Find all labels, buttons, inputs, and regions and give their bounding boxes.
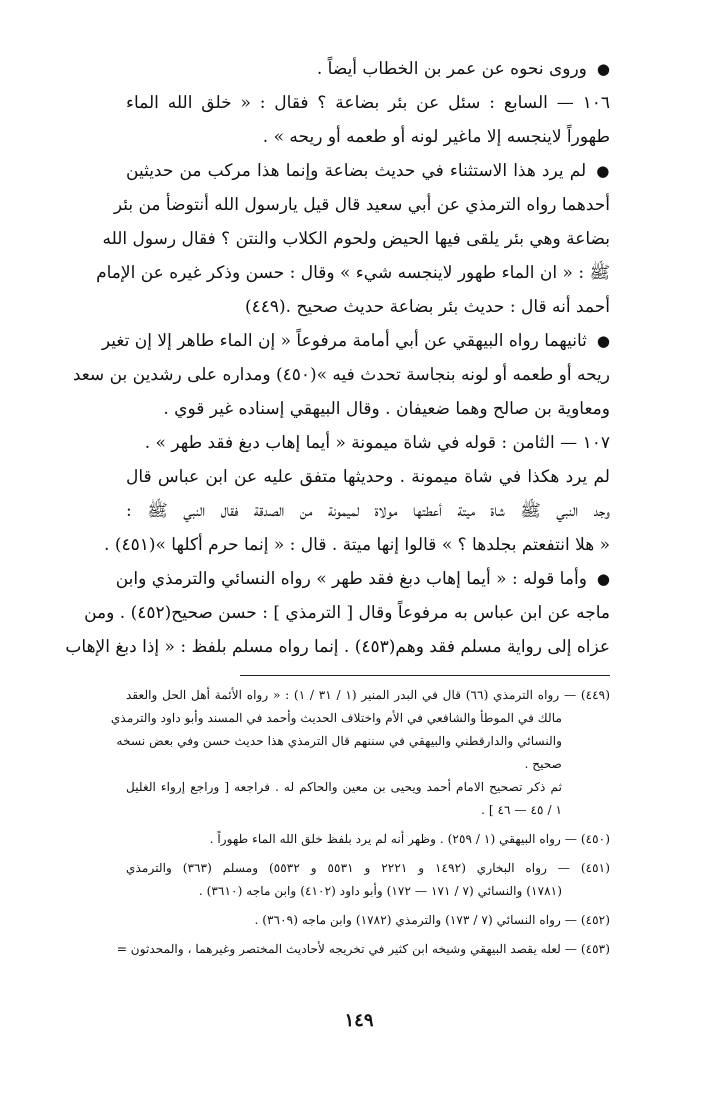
main-text: [65, 52, 611, 664]
footnote-line: ١ / ٤٥ — ٤٦ ] .: [481, 803, 562, 817]
text-line: ماجه عن ابن عباس به مرفوعاً وقال [ الترمذي ] : حسن صحيح(٤٥٢) . ومن: [84, 603, 610, 623]
footnote-line: (٤٥٠) — رواه البيهقي (١ / ٢٥٩) . وظهر أنه لم يرد بلفظ خلق الله الماء طهوراً .: [209, 832, 610, 846]
text-line: ١٠٧ — الثامن : قوله في شاة ميمونة « أيما إهاب دبغ فقد طهر » .: [144, 433, 610, 453]
text-line: عزاه إلى رواية مسلم فقد وهم(٤٥٣) . إنما رواه مسلم بلفظ : « إذا دبغ الإهاب: [65, 637, 610, 657]
text-line: ●وأما قوله : « أيما إهاب دبغ فقد طهر » رواه النسائي والترمذي وابن: [115, 569, 610, 589]
page-number: ١٤٩: [344, 1010, 374, 1031]
footnote-line: (٤٤٩) — رواه الترمذي (٦٦) قال في البدر المنير (١ / ٣١ / ١) : « رواه الأئمة أهل الحل والعقد: [126, 688, 610, 702]
footnote-line: مالك في الموطأ والشافعي في الأم واختلاف الحديث وأحمد في المسند وأبو داود والترمذي: [110, 711, 562, 725]
footnote-line: صحيح .: [524, 757, 562, 771]
footnote-divider: [240, 675, 610, 676]
footnote-line: والنسائي والدارقطني والبيهقي في سننهم قال الترمذي هذا حديث حسن وفي بعض نسخه: [116, 734, 562, 748]
bullet-icon: ●: [596, 570, 610, 588]
text-line: لم يرد هكذا في شاة ميمونة . وحديثها متفق عليه عن ابن عباس قال: [126, 467, 610, 487]
footnote-line: (١٧٨١) والنسائي (٧ / ١٧١ — ١٧٢) وأبو داود (٤١٠٢) وابن ماجه (٣٦١٠) .: [198, 884, 562, 898]
text-line: طهوراً لاينجسه إلا ماغير لونه أو طعمه أو ريحه » .: [262, 127, 610, 147]
bullet-icon: ●: [596, 60, 610, 78]
footnotes: [110, 684, 610, 961]
text-line: ريحه أو طعمه أو لونه بنجاسة تحدث فيه »(٤٥٠) ومداره على رشدين بن سعد: [72, 365, 610, 385]
footnote-line: (٤٥٣) — لعله يقصد البيهقي وشيخه ابن كثير في تخريجه لأحاديث المختصر وغيرهما ، والمحدثون =: [116, 942, 610, 956]
footnote-line: (٤٥٢) — رواه النسائي (٧ / ١٧٣) والترمذي (١٧٨٢) وابن ماجه (٣٦٠٩) .: [254, 913, 610, 927]
text-line: أحدهما رواه الترمذي عن أبي سعيد قال قيل يارسول الله أنتوضأ من بئر: [113, 195, 610, 215]
text-line: ومعاوية بن صالح وهما ضعيفان . وقال البيهقي إسناده غير قوي .: [163, 399, 610, 419]
footnote-line: ثم ذكر تصحيح الامام أحمد ويحيى بن معين والحاكم له . فراجعه [ وراجع إرواء الغليل: [126, 780, 562, 794]
footnote-line: (٤٥١) — رواه البخاري (١٤٩٢ و ٢٢٢١ و ٥٥٣١ و ٥٥٣٢) ومسلم (٣٦٣) والترمذي: [126, 861, 610, 875]
text-line: أحمد أنه قال : حديث بئر بضاعة حديث صحيح .(٤٤٩): [244, 297, 610, 317]
text-line: ﷺ : « ان الماء طهور لاينجسه شيء » وقال : حسن وذكر غيره عن الإمام: [96, 263, 610, 283]
text-line: وجد النبي ﷺ شاة ميتة أعطتها مولاة لميمونة من الصدقة فقال النبي ﷺ :: [126, 501, 610, 521]
bullet-icon: ●: [596, 332, 610, 350]
text-line: بضاعة وهي بئر يلقى فيها الحيض ولحوم الكلاب والنتن ؟ فقال رسول الله: [102, 229, 610, 249]
text-line: « هلا انتفعتم بجلدها ؟ » قالوا إنها ميتة . قال : « إنما حرم أكلها »(٤٥١) .: [104, 535, 610, 555]
bullet-icon: ●: [596, 162, 611, 180]
text-line: ●وروى نحوه عن عمر بن الخطاب أيضاً .: [316, 59, 610, 79]
text-line: ●لم يرد هذا الاستثناء في حديث بضاعة وإنما هذا مركب من حديثين: [126, 161, 611, 181]
text-line: ●ثانيهما رواه البيهقي عن أبي أمامة مرفوعاً « إن الماء طاهر إلا إن تغير: [101, 331, 610, 351]
text-line: ١٠٦ — السابع : سئل عن بئر بضاعة ؟ فقال : « خلق الله الماء: [126, 93, 610, 113]
